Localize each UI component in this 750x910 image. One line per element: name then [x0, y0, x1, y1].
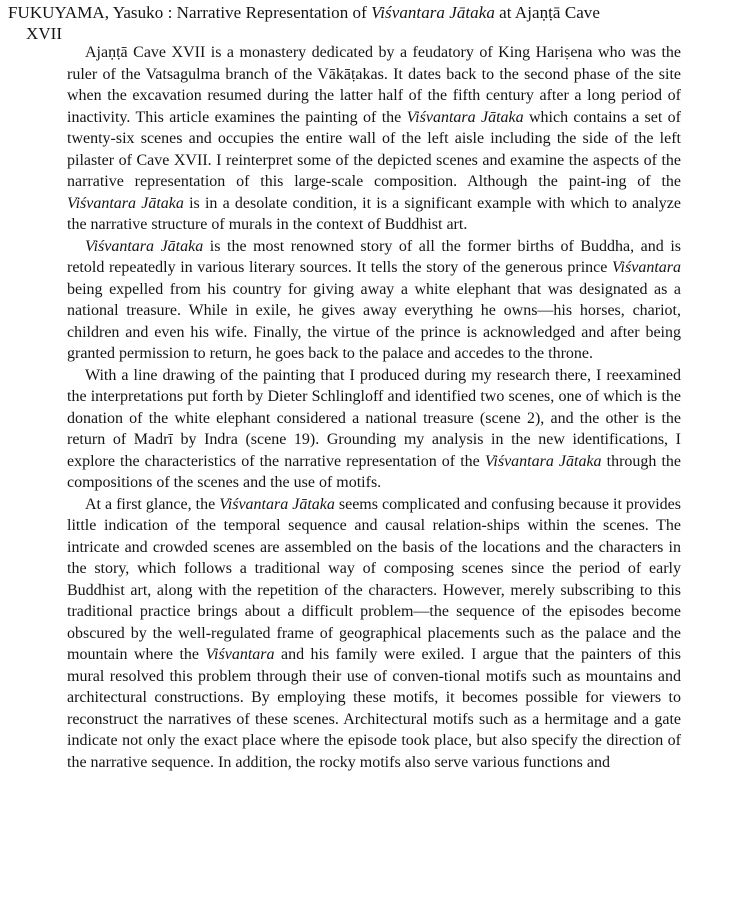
paragraph-text: which contains a set of twenty-six scenes and occupies the entire wall of the left aisle including the side of the left pilaster of Cave XVII. I reinterpret some of the depicted scenes and examine the aspects of the narrative representation of this large-scale composition. Although the paint-​ing of the [67, 108, 681, 190]
title-prefix: Narrative Representation of [176, 3, 372, 22]
italic-text: Viśvantara [205, 646, 275, 663]
paragraph-text: through the compositions of the scenes and the use of motifs. [67, 452, 682, 491]
paragraph-text: Ajaṇṭā Cave XVII is a monastery dedicated by a feudatory of King Hariṣena who was the ruler of the Vatsagulma branch of the Vākāṭakas. It dates back to the second phase of the site when the excavation resumed during the latter half of the fifth century after a long period of inactivity. This article examines the painting of the [67, 44, 681, 126]
paragraph-text: being expelled from his country for giving away a white elephant that was designated as a national treasure. While in exile, he gives away everything he owns—his horses, chariot, children and even his wife. Finally, the virtue of the prince is acknowledged and after being granted permission to return, he goes back to the palace and accedes to the throne. [67, 280, 681, 362]
paragraph [67, 365, 681, 494]
italic-text: Viśvantara Jātaka [406, 108, 524, 126]
italic-text: Viśvantara Jātaka [85, 237, 204, 255]
author-name: FUKUYAMA, Yasuko [8, 3, 164, 22]
paragraph-text: and his family were exiled. I argue that the painters of this mural resolved this problem through their use of conven-​tional motifs such as mountains and architectural constructions. By employing these motifs, it becomes possible for viewers to reconstruct the narratives of these scenes. Architectural motifs such as a hermitage and a gate indicate not only the exact place where the episode took place, but also specify the direction of the narrative sequence. In addition, the rocky motifs also serve various functions and [67, 646, 681, 771]
paragraph-text: is the most renowned story of all the former births of Buddha, and is retold repeatedly in various literary sources. It tells the story of the generous prince [67, 237, 682, 276]
paragraph-text: At a first glance, the [85, 495, 220, 513]
italic-text: Viśvantara Jātaka [67, 194, 184, 212]
paragraph [67, 236, 681, 365]
paragraph [67, 42, 681, 236]
article-body [67, 42, 681, 773]
paragraph-text: seems complicated and confusing because it provides little indication of the temporal sequence and causal relation-​ships within the scenes. The intricate and crowded scenes are assembled on the basis of the locations and the characters in the story, which follows a traditional way of composing scenes since the period of early Buddhist art, along with the repetition of the characters. However, merely subscribing to this traditional practice brings about a difficult problem—the sequence of the episodes become obscured by the well-regulated frame of geographical placements such as the palace and the mountain where the [67, 495, 682, 663]
title-suffix: at Ajaṇṭā Cave [494, 3, 600, 22]
paragraph-text: is in a desolate condition, it is a significant example with which to analyze the narrative structure of murals in the context of Buddhist art. [67, 194, 681, 233]
paragraph-text: With a line drawing of the painting that I produced during my research there, I reexamined the interpretations put forth by Dieter Schlingloff and identified two scenes, one of which is the donation of the white elephant considered a national treasure (scene 2), and the other is the return of Madrī by Indra (scene 19). Grounding my analysis in the new identifications, I explore the characteristics of the narrative representation of the [67, 366, 681, 470]
italic-text: Viśvantara Jātaka [484, 452, 602, 470]
title-jataka: Viśvantara Jātaka [371, 3, 495, 22]
paragraph [67, 494, 681, 774]
italic-text: Viśvantara Jātaka [219, 495, 335, 513]
heading-separator: : [163, 3, 177, 22]
article-heading [8, 2, 740, 44]
italic-text: Viśvantara [611, 259, 681, 276]
title-continuation: XVII [26, 24, 63, 43]
